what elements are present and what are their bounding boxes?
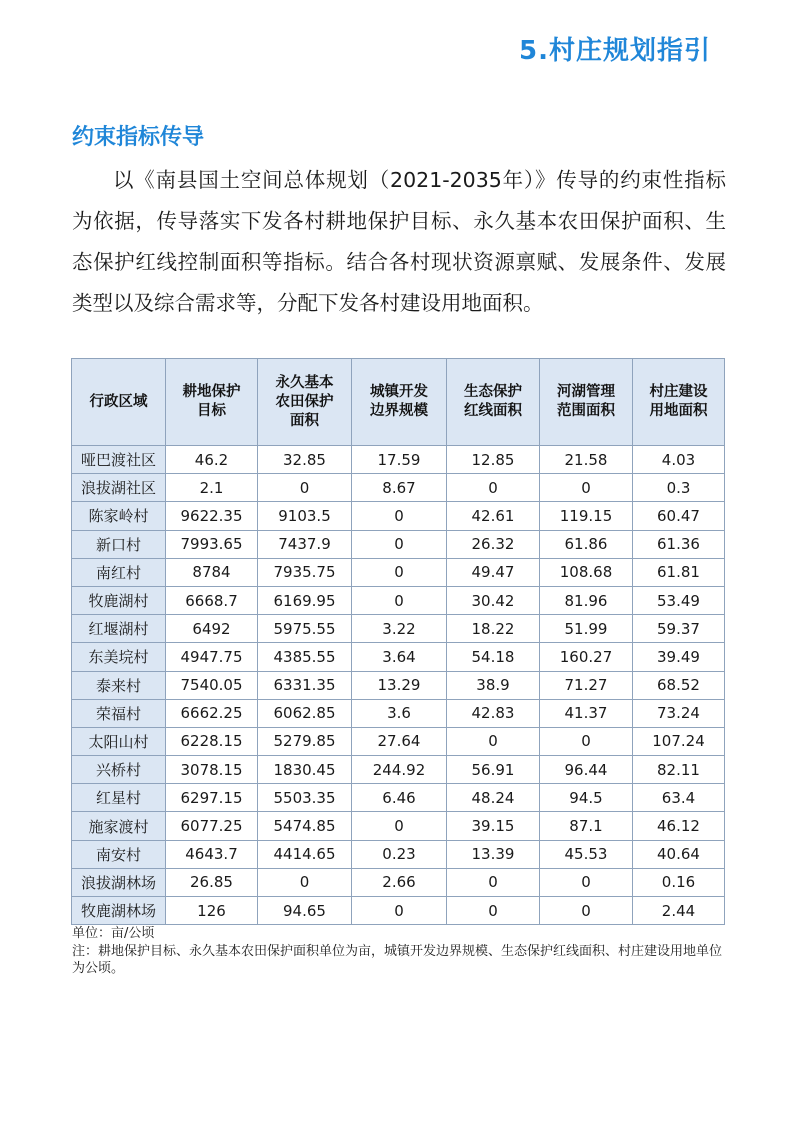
- value-cell: 40.64: [633, 840, 725, 868]
- region-cell: 新口村: [72, 530, 166, 558]
- value-cell: 61.81: [633, 558, 725, 586]
- column-header: 生态保护 红线面积: [447, 359, 540, 446]
- value-cell: 48.24: [447, 784, 540, 812]
- value-cell: 96.44: [540, 756, 633, 784]
- region-cell: 红星村: [72, 784, 166, 812]
- table-row: [72, 812, 725, 840]
- value-cell: 87.1: [540, 812, 633, 840]
- region-cell: 太阳山村: [72, 727, 166, 755]
- table-row: [72, 474, 725, 502]
- region-cell: 南红村: [72, 558, 166, 586]
- value-cell: 6662.25: [166, 699, 258, 727]
- column-header: 城镇开发 边界规模: [352, 359, 447, 446]
- column-header: 永久基本 农田保护 面积: [258, 359, 352, 446]
- value-cell: 108.68: [540, 558, 633, 586]
- value-cell: 3.22: [352, 615, 447, 643]
- chapter-title: 5.村庄规划指引: [519, 36, 711, 66]
- value-cell: 8784: [166, 558, 258, 586]
- value-cell: 0: [447, 868, 540, 896]
- value-cell: 0: [352, 812, 447, 840]
- region-cell: 红堰湖村: [72, 615, 166, 643]
- value-cell: 46.12: [633, 812, 725, 840]
- column-header: 行政区域: [72, 359, 166, 446]
- value-cell: 6297.15: [166, 784, 258, 812]
- value-cell: 119.15: [540, 502, 633, 530]
- value-cell: 39.49: [633, 643, 725, 671]
- value-cell: 42.83: [447, 699, 540, 727]
- value-cell: 5474.85: [258, 812, 352, 840]
- value-cell: 81.96: [540, 586, 633, 614]
- value-cell: 51.99: [540, 615, 633, 643]
- value-cell: 0.16: [633, 868, 725, 896]
- value-cell: 0: [540, 727, 633, 755]
- value-cell: 6668.7: [166, 586, 258, 614]
- region-cell: 哑巴渡社区: [72, 446, 166, 474]
- value-cell: 4.03: [633, 446, 725, 474]
- value-cell: 126: [166, 897, 258, 925]
- value-cell: 59.37: [633, 615, 725, 643]
- value-cell: 7935.75: [258, 558, 352, 586]
- value-cell: 39.15: [447, 812, 540, 840]
- region-cell: 浪拔湖社区: [72, 474, 166, 502]
- value-cell: 6077.25: [166, 812, 258, 840]
- value-cell: 107.24: [633, 727, 725, 755]
- value-cell: 2.44: [633, 897, 725, 925]
- value-cell: 32.85: [258, 446, 352, 474]
- value-cell: 82.11: [633, 756, 725, 784]
- value-cell: 3.6: [352, 699, 447, 727]
- value-cell: 46.2: [166, 446, 258, 474]
- value-cell: 8.67: [352, 474, 447, 502]
- region-cell: 牧鹿湖林场: [72, 897, 166, 925]
- value-cell: 4385.55: [258, 643, 352, 671]
- section-title: 约束指标传导: [72, 125, 205, 150]
- table-row: [72, 558, 725, 586]
- region-cell: 兴桥村: [72, 756, 166, 784]
- value-cell: 9622.35: [166, 502, 258, 530]
- value-cell: 0: [540, 868, 633, 896]
- table-row: [72, 897, 725, 925]
- footnote: 注：耕地保护目标、永久基本农田保护面积单位为亩，城镇开发边界规模、生态保护红线面积、村庄建设用地单位为公顷。: [72, 943, 723, 976]
- value-cell: 7993.65: [166, 530, 258, 558]
- value-cell: 6169.95: [258, 586, 352, 614]
- value-cell: 18.22: [447, 615, 540, 643]
- table-row: [72, 840, 725, 868]
- table-row: [72, 502, 725, 530]
- value-cell: 49.47: [447, 558, 540, 586]
- value-cell: 0: [352, 558, 447, 586]
- value-cell: 160.27: [540, 643, 633, 671]
- table-row: [72, 727, 725, 755]
- table-row: [72, 643, 725, 671]
- constraint-indicator-table: [71, 358, 725, 925]
- value-cell: 41.37: [540, 699, 633, 727]
- value-cell: 0: [447, 474, 540, 502]
- value-cell: 21.58: [540, 446, 633, 474]
- value-cell: 60.47: [633, 502, 725, 530]
- value-cell: 2.66: [352, 868, 447, 896]
- value-cell: 61.86: [540, 530, 633, 558]
- table-notes: [72, 925, 732, 978]
- region-cell: 泰来村: [72, 671, 166, 699]
- value-cell: 71.27: [540, 671, 633, 699]
- value-cell: 13.29: [352, 671, 447, 699]
- value-cell: 4643.7: [166, 840, 258, 868]
- value-cell: 26.32: [447, 530, 540, 558]
- region-cell: 陈家岭村: [72, 502, 166, 530]
- value-cell: 13.39: [447, 840, 540, 868]
- value-cell: 61.36: [633, 530, 725, 558]
- value-cell: 0: [352, 502, 447, 530]
- value-cell: 7437.9: [258, 530, 352, 558]
- value-cell: 5975.55: [258, 615, 352, 643]
- table-body: [72, 446, 725, 925]
- value-cell: 42.61: [447, 502, 540, 530]
- table-row: [72, 530, 725, 558]
- value-cell: 0.3: [633, 474, 725, 502]
- value-cell: 6.46: [352, 784, 447, 812]
- value-cell: 0.23: [352, 840, 447, 868]
- table-header-row: [72, 359, 725, 446]
- table-row: [72, 868, 725, 896]
- value-cell: 73.24: [633, 699, 725, 727]
- value-cell: 45.53: [540, 840, 633, 868]
- table-row: [72, 699, 725, 727]
- body-paragraph: 以《南县国土空间总体规划（2021-2035年）》传导的约束性指标为依据，传导落实下发各村耕地保护目标、永久基本农田保护面积、生态保护红线控制面积等指标。结合各村现状资源禀赋、发展条件、发展类型以及综合需求等，分配下发各村建设用地面积。: [72, 168, 726, 315]
- value-cell: 244.92: [352, 756, 447, 784]
- value-cell: 0: [258, 868, 352, 896]
- region-cell: 施家渡村: [72, 812, 166, 840]
- region-cell: 牧鹿湖村: [72, 586, 166, 614]
- value-cell: 9103.5: [258, 502, 352, 530]
- value-cell: 6062.85: [258, 699, 352, 727]
- value-cell: 6228.15: [166, 727, 258, 755]
- table-row: [72, 784, 725, 812]
- value-cell: 5503.35: [258, 784, 352, 812]
- table-row: [72, 446, 725, 474]
- table-row: [72, 615, 725, 643]
- column-header: 河湖管理 范围面积: [540, 359, 633, 446]
- value-cell: 17.59: [352, 446, 447, 474]
- value-cell: 3078.15: [166, 756, 258, 784]
- value-cell: 5279.85: [258, 727, 352, 755]
- value-cell: 6492: [166, 615, 258, 643]
- value-cell: 0: [352, 586, 447, 614]
- value-cell: 94.5: [540, 784, 633, 812]
- value-cell: 38.9: [447, 671, 540, 699]
- value-cell: 30.42: [447, 586, 540, 614]
- table-row: [72, 586, 725, 614]
- value-cell: 94.65: [258, 897, 352, 925]
- value-cell: 4947.75: [166, 643, 258, 671]
- value-cell: 2.1: [166, 474, 258, 502]
- table-row: [72, 671, 725, 699]
- value-cell: 4414.65: [258, 840, 352, 868]
- value-cell: 0: [352, 530, 447, 558]
- value-cell: 27.64: [352, 727, 447, 755]
- value-cell: 7540.05: [166, 671, 258, 699]
- value-cell: 3.64: [352, 643, 447, 671]
- value-cell: 68.52: [633, 671, 725, 699]
- value-cell: 12.85: [447, 446, 540, 474]
- value-cell: 63.4: [633, 784, 725, 812]
- unit-note: 单位：亩/公顷: [72, 926, 155, 941]
- value-cell: 0: [540, 897, 633, 925]
- region-cell: 南安村: [72, 840, 166, 868]
- value-cell: 56.91: [447, 756, 540, 784]
- table-row: [72, 756, 725, 784]
- value-cell: 1830.45: [258, 756, 352, 784]
- value-cell: 0: [540, 474, 633, 502]
- value-cell: 6331.35: [258, 671, 352, 699]
- region-cell: 荣福村: [72, 699, 166, 727]
- value-cell: 0: [352, 897, 447, 925]
- column-header: 耕地保护 目标: [166, 359, 258, 446]
- region-cell: 东美垸村: [72, 643, 166, 671]
- region-cell: 浪拔湖林场: [72, 868, 166, 896]
- value-cell: 0: [258, 474, 352, 502]
- value-cell: 26.85: [166, 868, 258, 896]
- value-cell: 53.49: [633, 586, 725, 614]
- value-cell: 0: [447, 897, 540, 925]
- value-cell: 0: [447, 727, 540, 755]
- value-cell: 54.18: [447, 643, 540, 671]
- column-header: 村庄建设 用地面积: [633, 359, 725, 446]
